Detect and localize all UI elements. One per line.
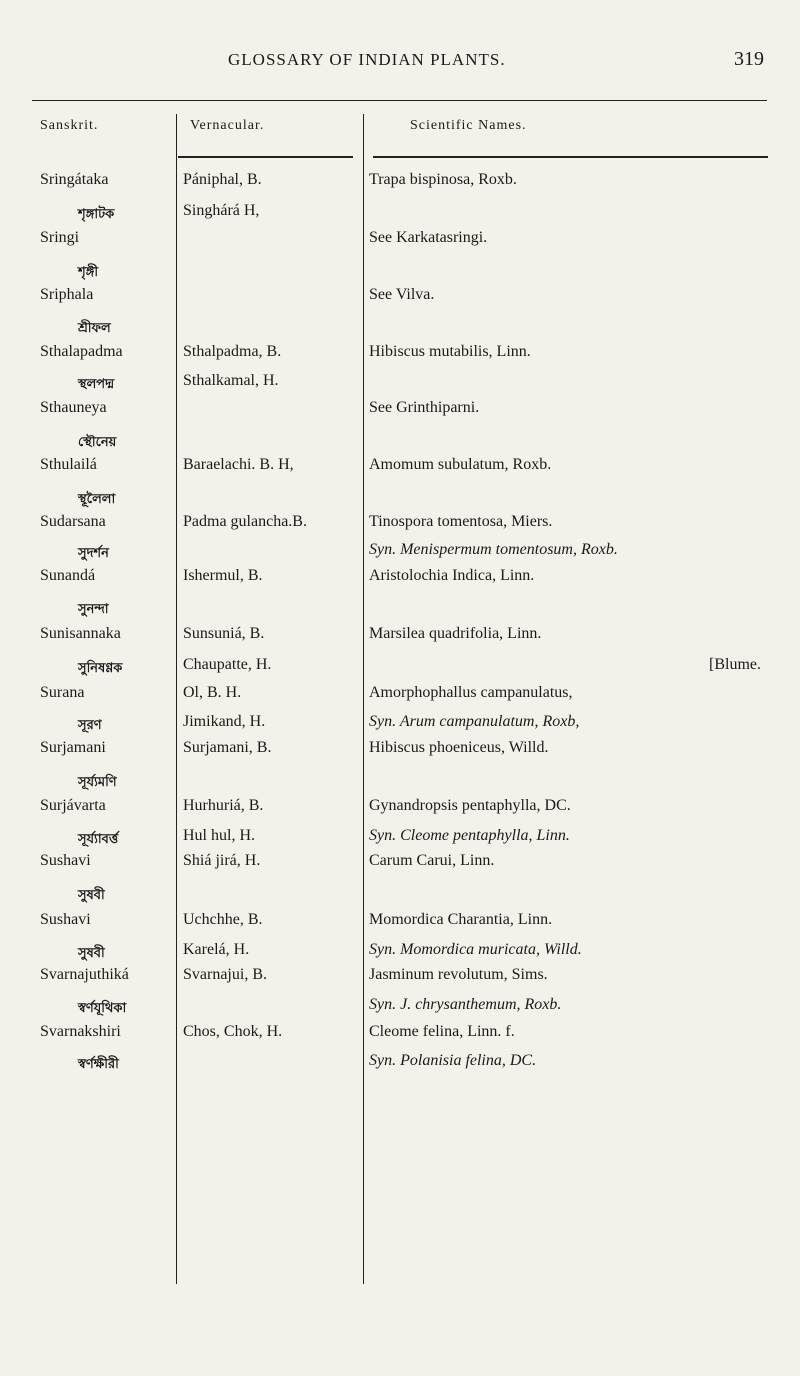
sanskrit-script: শৃঙ্গাটক <box>78 207 115 222</box>
vernacular-name: Singhárá H, <box>183 202 260 219</box>
sanskrit-term: Sunisannaka <box>40 625 121 642</box>
scientific-name: Gynandropsis pentaphylla, DC. <box>369 797 571 814</box>
vernacular-name: Ol, B. H. <box>183 684 242 701</box>
sanskrit-script: সুনন্দা <box>78 602 109 617</box>
sanskrit-script: স্থলপদ্ম <box>78 377 115 392</box>
running-title: GLOSSARY OF INDIAN PLANTS. <box>228 50 506 69</box>
scientific-name: Amomum subulatum, Roxb. <box>369 456 552 473</box>
vernacular-name: Shiá jirá, H. <box>183 852 261 869</box>
scientific-name: Tinospora tomentosa, Miers. <box>369 513 553 530</box>
header-rule-right <box>373 156 768 158</box>
vernacular-name: Baraelachi. B. H, <box>183 456 294 473</box>
scientific-name: See Karkatasringi. <box>369 229 488 246</box>
column-divider-2 <box>363 114 364 1284</box>
sanskrit-script: শৃঙ্গী <box>78 265 99 280</box>
sanskrit-term: Sushavi <box>40 852 91 869</box>
scientific-name: Amorphophallus campanulatus, <box>369 684 573 701</box>
sanskrit-term: Sringi <box>40 229 80 246</box>
sanskrit-script: সূর্য্যাবর্ত্ত <box>78 832 119 847</box>
scientific-name: Syn. Momordica muricata, Willd. <box>369 941 582 958</box>
sanskrit-term: Sunandá <box>40 567 96 584</box>
vernacular-name: Hul hul, H. <box>183 827 255 844</box>
scientific-name: See Grinthiparni. <box>369 399 480 416</box>
sanskrit-term: Surjávarta <box>40 797 106 814</box>
sanskrit-term: Surana <box>40 684 85 701</box>
sanskrit-script: সূরণ <box>78 718 102 733</box>
scientific-name: Syn. Arum campanulatum, Roxb, <box>369 713 580 730</box>
scientific-name: Syn. Polanisia felina, DC. <box>369 1052 537 1069</box>
sanskrit-script: সুষবী <box>78 888 105 903</box>
scientific-name: See Vilva. <box>369 286 435 303</box>
vernacular-name: Jimikand, H. <box>183 713 266 730</box>
scientific-name: Syn. Menispermum tomentosum, Roxb. <box>369 541 618 558</box>
scientific-name: Cleome felina, Linn. f. <box>369 1023 515 1040</box>
sanskrit-term: Svarnakshiri <box>40 1023 121 1040</box>
column-divider-1 <box>176 114 177 1284</box>
sanskrit-term: Svarnajuthiká <box>40 966 129 983</box>
vernacular-name: Svarnajui, B. <box>183 966 267 983</box>
vernacular-name: Sunsuniá, B. <box>183 625 265 642</box>
vernacular-name: Ishermul, B. <box>183 567 263 584</box>
vernacular-name: Uchchhe, B. <box>183 911 263 928</box>
sanskrit-script: সূর্য্যমণি <box>78 775 117 790</box>
vernacular-name: Chos, Chok, H. <box>183 1023 283 1040</box>
scientific-name: Momordica Charantia, Linn. <box>369 911 553 928</box>
sanskrit-script: স্বর্ণযূথিকা <box>78 1001 127 1016</box>
sanskrit-script: শ্রীফল <box>78 321 111 336</box>
vernacular-name: Hurhuriá, B. <box>183 797 264 814</box>
page-header <box>0 50 800 80</box>
sanskrit-term: Sringátaka <box>40 171 109 188</box>
vernacular-name: Surjamani, B. <box>183 739 272 756</box>
scientific-name: Aristolochia Indica, Linn. <box>369 567 535 584</box>
page-number: 319 <box>734 48 764 70</box>
column-head-sanskrit: Sanskrit. <box>40 118 99 133</box>
sanskrit-script: সুষবী <box>78 946 105 961</box>
scientific-name: Carum Carui, Linn. <box>369 852 495 869</box>
sanskrit-term: Sthalapadma <box>40 343 123 360</box>
scientific-name: Trapa bispinosa, Roxb. <box>369 171 517 188</box>
sanskrit-term: Sriphala <box>40 286 94 303</box>
sanskrit-term: Sudarsana <box>40 513 106 530</box>
scientific-name: Syn. Cleome pentaphylla, Linn. <box>369 827 570 844</box>
sanskrit-term: Sushavi <box>40 911 91 928</box>
top-rule <box>32 100 767 101</box>
sanskrit-script: স্বর্ণক্ষীরী <box>78 1057 119 1072</box>
vernacular-name: Padma gulancha.B. <box>183 513 307 530</box>
sanskrit-script: স্থৌনেয় <box>78 435 117 450</box>
scientific-name: Jasminum revolutum, Sims. <box>369 966 548 983</box>
header-rule-left <box>178 156 353 158</box>
vernacular-name: Pániphal, B. <box>183 171 262 188</box>
column-head-vernacular: Vernacular. <box>190 118 265 133</box>
sanskrit-script: সুদর্শন <box>78 546 109 561</box>
sanskrit-script: স্থূলৈলা <box>78 492 116 507</box>
sanskrit-term: Surjamani <box>40 739 106 756</box>
scientific-name: Syn. J. chrysanthemum, Roxb. <box>369 996 562 1013</box>
vernacular-name: Sthalkamal, H. <box>183 372 279 389</box>
scientific-name: Hibiscus phoeniceus, Willd. <box>369 739 549 756</box>
vernacular-name: Karelá, H. <box>183 941 250 958</box>
sanskrit-term: Sthauneya <box>40 399 107 416</box>
sanskrit-term: Sthulailá <box>40 456 97 473</box>
scientific-name: Hibiscus mutabilis, Linn. <box>369 343 531 360</box>
sanskrit-script: সুনিষণ্ণক <box>78 661 123 676</box>
vernacular-name: Chaupatte, H. <box>183 656 272 673</box>
scientific-name: [Blume. <box>709 656 761 673</box>
vernacular-name: Sthalpadma, B. <box>183 343 282 360</box>
scientific-name: Marsilea quadrifolia, Linn. <box>369 625 542 642</box>
column-head-scientific: Scientific Names. <box>410 118 527 133</box>
